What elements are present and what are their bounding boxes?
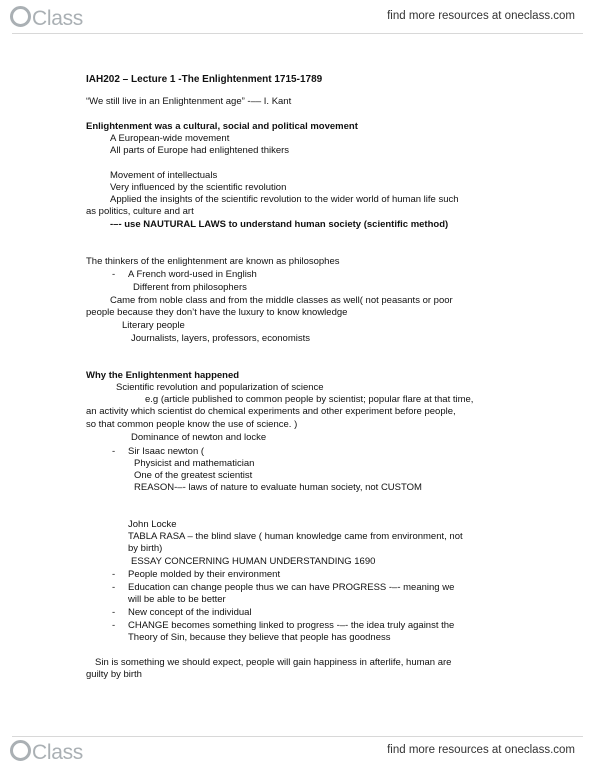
doc-line: John Locke — [128, 519, 177, 530]
doc-line: The thinkers of the enlightenment are known as philosophes — [86, 256, 340, 267]
oneclass-logo-footer[interactable]: Class — [10, 740, 83, 765]
doc-line: One of the greatest scientist — [134, 470, 253, 481]
doc-line: -–- use NAUTURAL LAWS to understand human society (scientific method) — [110, 219, 449, 230]
doc-line: People molded by their environment — [128, 569, 281, 580]
resources-link[interactable]: find more resources at oneclass.com — [387, 10, 575, 22]
bullet-dash: - — [112, 620, 116, 631]
doc-line: Applied the insights of the scientific revolution to the wider world of human life such — [110, 194, 459, 205]
oneclass-logo[interactable]: Class — [10, 6, 83, 31]
header-divider — [12, 33, 583, 34]
doc-line: Dominance of newton and locke — [131, 432, 267, 443]
doc-line: Theory of Sin, because they believe that people has goodness — [128, 632, 391, 643]
document-title: IAH202 – Lecture 1 -The Enlightenment 1715-1789 — [86, 74, 323, 85]
bullet-dash: - — [112, 569, 116, 580]
doc-line: Sin is something we should expect, people will gain happiness in afterlife, human are — [95, 657, 452, 668]
doc-line: A European-wide movement — [110, 133, 230, 144]
bullet-dash: - — [112, 607, 116, 618]
doc-line: ESSAY CONCERNING HUMAN UNDERSTANDING 1690 — [131, 556, 376, 567]
doc-line: All parts of Europe had enlightened thikers — [110, 145, 290, 156]
doc-line: CHANGE becomes something linked to progress -–- the idea truly against the — [128, 620, 455, 631]
doc-line: guilty by birth — [86, 669, 142, 680]
bullet-dash: - — [112, 582, 116, 593]
doc-line: New concept of the individual — [128, 607, 252, 618]
doc-line: Sir Isaac newton ( — [128, 446, 205, 457]
section-heading: Why the Enlightenment happened — [86, 370, 240, 381]
logo-o-icon — [10, 6, 31, 27]
doc-line: Physicist and mathematician — [134, 458, 255, 469]
bullet-dash: - — [112, 446, 116, 457]
doc-line: as politics, culture and art — [86, 206, 194, 217]
doc-line: REASON-–- laws of nature to evaluate human society, not CUSTOM — [134, 482, 422, 493]
doc-line: Journalists, layers, professors, economists — [131, 333, 310, 344]
doc-line: Literary people — [122, 320, 185, 331]
doc-line: Came from noble class and from the middle classes as well( not peasants or poor — [110, 295, 453, 306]
doc-line: Different from philosophers — [133, 282, 247, 293]
doc-line: an activity which scientist do chemical experiments and other experiment before people, — [86, 406, 456, 417]
doc-line: Very influenced by the scientific revolution — [110, 182, 287, 193]
doc-line: Education can change people thus we can have PROGRESS -–- meaning we — [128, 582, 455, 593]
doc-line: will be able to be better — [128, 594, 226, 605]
doc-line: by birth) — [128, 543, 163, 554]
logo-o-icon — [10, 740, 31, 761]
page-header — [0, 0, 595, 36]
doc-line: e.g (article published to common people by scientist; popular flare at that time, — [145, 394, 474, 405]
doc-line: A French word-used in English — [128, 269, 257, 280]
doc-line: “We still live in an Enlightenment age” -–– I. Kant — [86, 96, 292, 107]
footer-divider — [12, 736, 583, 737]
bullet-dash: - — [112, 269, 116, 280]
doc-line: people because they don’t have the luxury to know knowledge — [86, 307, 348, 318]
section-heading: Enlightenment was a cultural, social and political movement — [86, 121, 358, 132]
doc-line: Scientific revolution and popularization of science — [116, 382, 324, 393]
doc-line: Movement of intellectuals — [110, 170, 218, 181]
doc-line: so that common people know the use of science. ) — [86, 419, 298, 430]
doc-line: TABLA RASA – the blind slave ( human knowledge came from environment, not — [128, 531, 463, 542]
resources-link-footer[interactable]: find more resources at oneclass.com — [387, 744, 575, 756]
